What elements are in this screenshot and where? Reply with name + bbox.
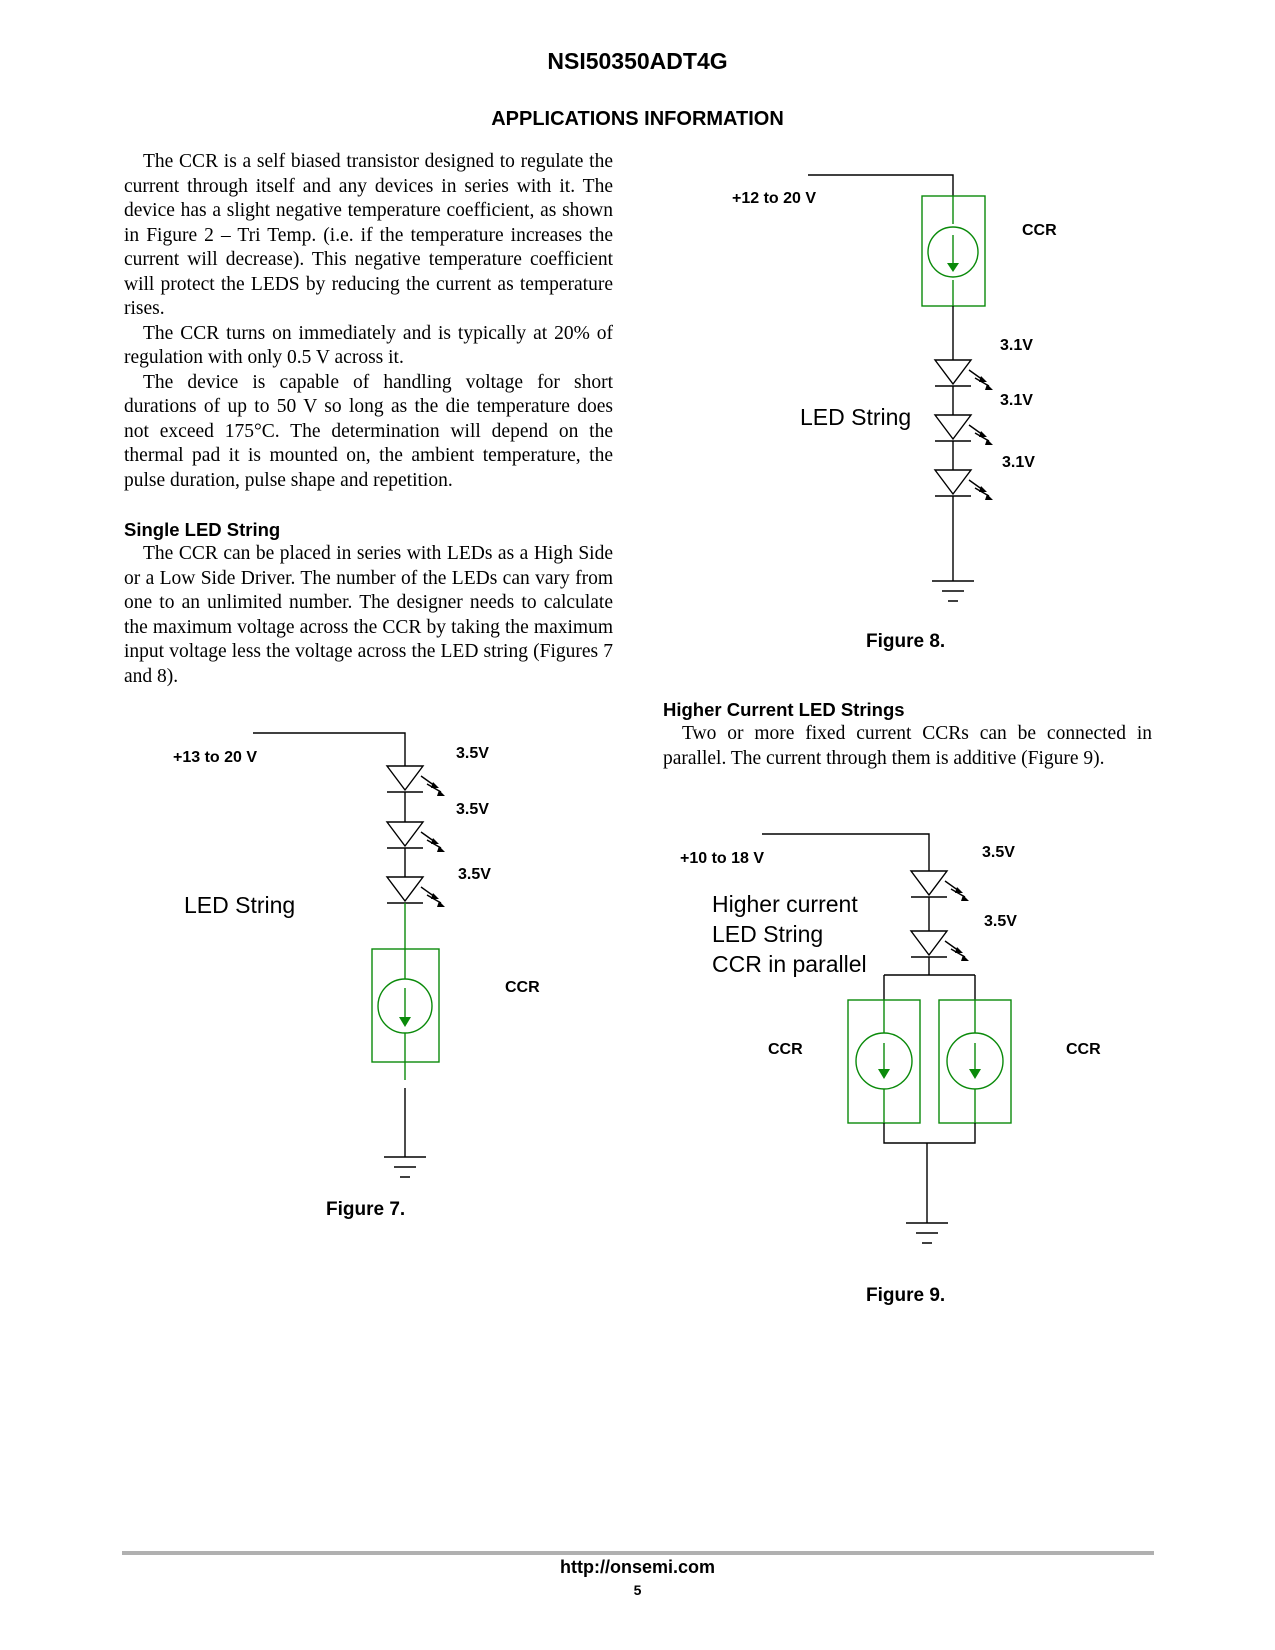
single-led-heading: Single LED String	[124, 519, 281, 540]
fig9-ccr-right-label: CCR	[1066, 1041, 1101, 1058]
single-led-paragraph: The CCR can be placed in series with LEDs as a High Side or a Low Side Driver. The number of the LEDs can vary from one to an unlimited number. The designer needs to calculate the maximum voltage across the CCR by taking the maximum input voltage less the voltage across the LED string (Figures 7 and 8).	[124, 543, 613, 687]
fig9-top-bus	[884, 957, 975, 1000]
fig9-led-2-voltage: 3.5V	[984, 913, 1017, 930]
fig9-ccr-leads	[884, 1000, 975, 1123]
fig8-ccr-label: CCR	[1022, 222, 1057, 239]
footer-url-link[interactable]: http://onsemi.com	[559, 1557, 715, 1577]
fig9-supply-wire	[762, 834, 929, 871]
fig7-string-label: LED String	[184, 892, 296, 918]
fig7-supply-label: +13 to 20 V	[173, 749, 258, 766]
figure-8-caption: Figure 8.	[866, 631, 946, 652]
intro-paragraph-1: The CCR is a self biased transistor designed to regulate the current through itself and any devices in series with it. The device has a slight negative temperature coefficient, as shown in Figure 2 – Tri Temp. (i.e. if the temperature increases the current will decrease). This negative temperature coefficient will protect the LEDS by reducing the current as temperature rises.	[124, 151, 613, 319]
fig9-ccr-left-label: CCR	[768, 1041, 803, 1058]
fig8-led-2-voltage: 3.1V	[1000, 392, 1033, 409]
fig9-led-2	[911, 931, 969, 961]
intro-paragraph-2: The CCR turns on immediately and is typically at 20% of regulation with only 0.5 V across it.	[124, 322, 613, 368]
fig9-description-line-3: CCR in parallel	[712, 951, 867, 977]
higher-current-paragraph: Two or more fixed current CCRs can be connected in parallel. The current through them is additive (Figure 9).	[663, 723, 1152, 769]
fig8-led-3-voltage: 3.1V	[1002, 454, 1035, 471]
figure-9-caption: Figure 9.	[866, 1285, 946, 1306]
fig8-led-1-voltage: 3.1V	[1000, 337, 1033, 354]
fig7-led-3-voltage: 3.5V	[458, 866, 491, 883]
fig9-ccr-arrow-heads	[878, 1069, 981, 1079]
fig7-ccr-label: CCR	[505, 979, 540, 996]
figure-7-caption: Figure 7.	[326, 1199, 406, 1220]
fig7-led-2-voltage: 3.5V	[456, 801, 489, 818]
fig9-description-line-1: Higher current	[712, 891, 858, 917]
higher-current-heading: Higher Current LED Strings	[663, 699, 905, 720]
footer-page-number: 5	[633, 1582, 642, 1598]
fig8-supply-label: +12 to 20 V	[732, 190, 817, 207]
fig9-led-1	[911, 871, 969, 901]
fig9-ground-icon	[906, 1150, 948, 1243]
fig9-description-line-2: LED String	[712, 921, 824, 947]
fig7-led-1-voltage: 3.5V	[456, 745, 489, 762]
section-title: APPLICATIONS INFORMATION	[491, 108, 784, 130]
fig9-led-1-voltage: 3.5V	[982, 844, 1015, 861]
fig8-string-label: LED String	[800, 404, 912, 430]
fig9-bottom-bus	[884, 1123, 975, 1150]
footer-divider	[122, 1551, 1154, 1555]
fig9-supply-label: +10 to 18 V	[680, 850, 765, 867]
intro-paragraph-3: The device is capable of handling voltage for short durations of up to 50 V so long as the die temperature does not exceed 175°C. The determination will depend on the thermal pad it is mounted on, the ambient temperature, the pulse duration, pulse shape and repetition.	[124, 371, 613, 491]
document-part-number: NSI50350ADT4G	[547, 48, 728, 74]
